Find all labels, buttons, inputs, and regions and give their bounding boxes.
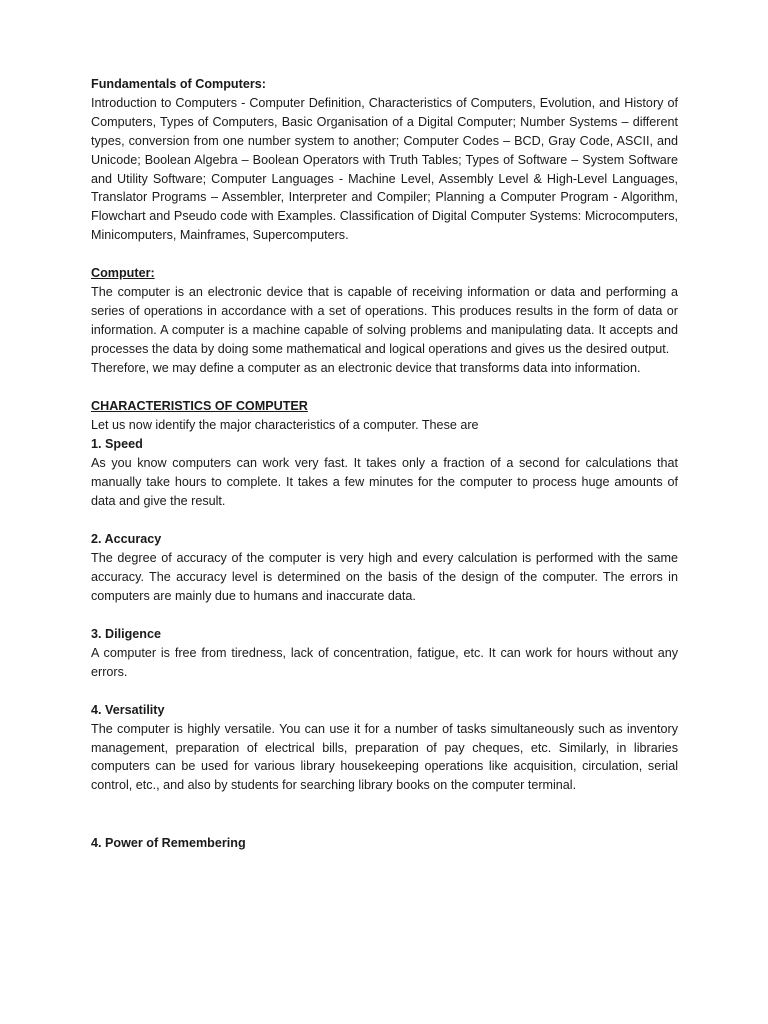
- document-page: [91, 75, 678, 853]
- intro-body: Introduction to Computers - Computer Definition, Characteristics of Computers, Evolution, and History of Computers, Types of Computers, Basic Organisation of a Digital Computer; Number Systems – different types, conversion from one number system to another; Computer Codes – BCD, Gray Code, ASCII, and Unicode; Boolean Algebra – Boolean Operators with Truth Tables; Types of Software – System Software and Utility Software; Computer Languages - Machine Level, Assembly Level & High-Level Languages, Translator Programs – Assembler, Interpreter and Compiler; Planning a Computer Program - Algorithm, Flowchart and Pseudo code with Examples. Classification of Digital Computer Systems: Microcomputers, Minicomputers, Mainframes, Supercomputers.: [91, 95, 678, 243]
- accuracy-body: The degree of accuracy of the computer is very high and every calculation is performed with the same accuracy. The accuracy level is determined on the basis of the design of the computer. The errors in computers are mainly due to humans and inaccurate data.: [91, 551, 678, 603]
- versatility-body: The computer is highly versatile. You can use it for a number of tasks simultaneously such as inventory management, preparation of electrical bills, preparation of pay cheques, etc. Similarly, in libraries computers can be used for various library housekeeping operations like acquisition, circulation, serial control, etc., and also by students for searching library books on the computer terminal.: [91, 721, 678, 793]
- characteristics-heading: CHARACTERISTICS OF COMPUTER: [91, 398, 308, 413]
- computer-definition: The computer is an electronic device that is capable of receiving information or data and performing a series of operations in accordance with a set of operations. This produces results in the form of data or information. A computer is a machine capable of solving problems and manipulating data. It accepts and processes the data by doing some mathematical and logical operations and gives us the desired output.: [91, 285, 678, 356]
- power-of-remembering-heading: 4. Power of Remembering: [91, 836, 246, 851]
- characteristics-intro: Let us now identify the major characteristics of a computer. These are: [91, 417, 479, 432]
- diligence-body: A computer is free from tiredness, lack of concentration, fatigue, etc. It can work for hours without any errors.: [91, 645, 678, 679]
- speed-body: As you know computers can work very fast. It takes only a fraction of a second for calculations that manually take hours to complete. It takes a few minutes for the computer to process huge amounts of data and give the result.: [91, 456, 678, 509]
- versatility-heading: 4. Versatility: [91, 702, 165, 717]
- intro-heading: Fundamentals of Computers:: [91, 77, 266, 91]
- speed-heading: 1. Speed: [91, 437, 143, 452]
- computer-summary: Therefore, we may define a computer as an electronic device that transforms data into information.: [91, 360, 641, 375]
- accuracy-heading: 2. Accuracy: [91, 532, 162, 547]
- diligence-heading: 3. Diligence: [91, 626, 161, 641]
- computer-heading: Computer:: [91, 266, 155, 281]
